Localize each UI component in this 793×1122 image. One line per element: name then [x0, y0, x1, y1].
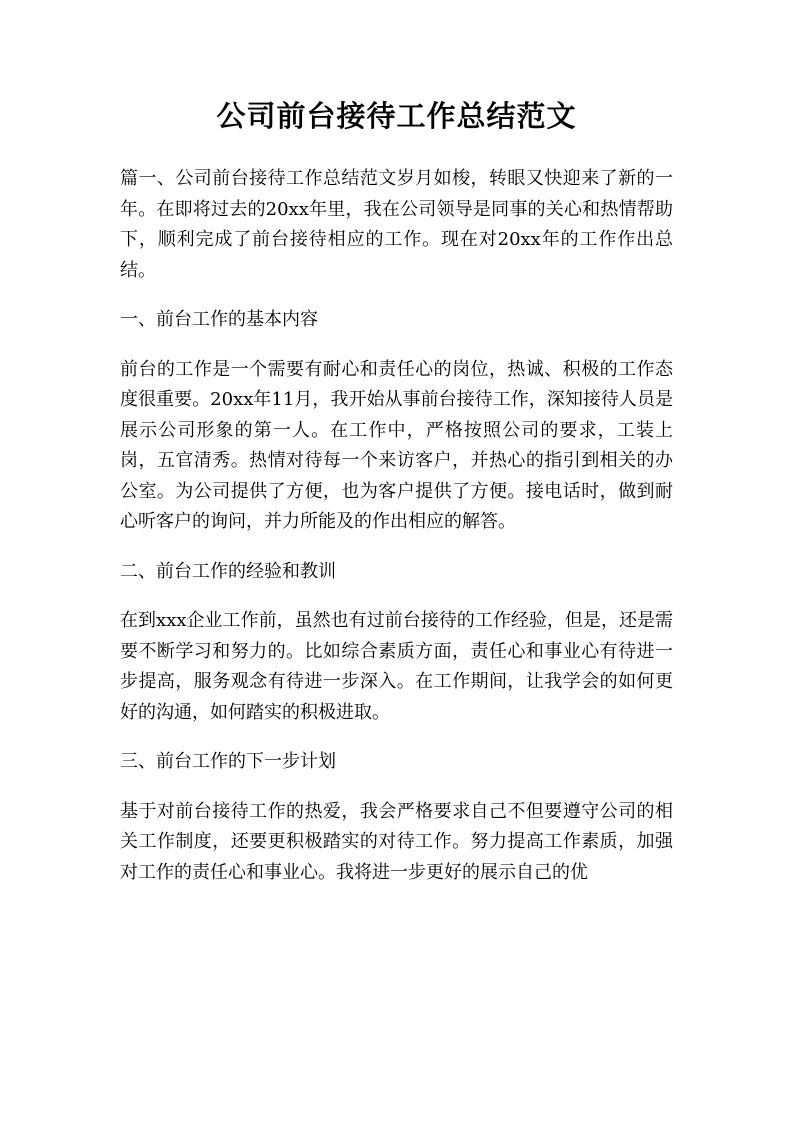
document-body [120, 164, 673, 907]
next-plan-paragraph: 基于对前台接待工作的热爱，我会严格要求自己不但要遵守公司的相关工作制度，还要更积极踏实的对待工作。努力提高工作素质，加强对工作的责任心和事业心。我将进一步更好的展示自己的优 [120, 800, 673, 883]
document-title: 公司前台接待工作总结范文 [216, 99, 577, 133]
intro-paragraph: 篇一、公司前台接待工作总结范文岁月如梭，转眼又快迎来了新的一年。在即将过去的20xx年里，我在公司领导是同事的关心和热情帮助下，顺利完成了前台接待相应的工作。现在对20xx年的工作作出总结。 [120, 168, 673, 281]
experience-paragraph: 在到xxx企业工作前，虽然也有过前台接待的工作经验，但是，还是需要不断学习和努力的。比如综合素质方面，责任心和事业心有待进一步提高，服务观念有待进一步深入。在工作期间，让我学会的如何更好的沟通，如何踏实的积极进取。 [120, 610, 673, 723]
basic-content-paragraph: 前台的工作是一个需要有耐心和责任心的岗位，热诚、积极的工作态度很重要。20xx年11月，我开始从事前台接待工作，深知接待人员是展示公司形象的第一人。在工作中，严格按照公司的要求，工装上岗，五官清秀。热情对待每一个来访客户，并热心的指引到相关的办公室。为公司提供了方便，也为客户提供了方便。接电话时，做到耐心听客户的询问，并力所能及的作出相应的解答。 [120, 358, 673, 532]
section-heading-basic-content: 一、前台工作的基本内容 [120, 309, 318, 330]
section-heading-next-plan: 三、前台工作的下一步计划 [120, 751, 336, 772]
section-heading-experience: 二、前台工作的经验和教训 [120, 560, 336, 582]
